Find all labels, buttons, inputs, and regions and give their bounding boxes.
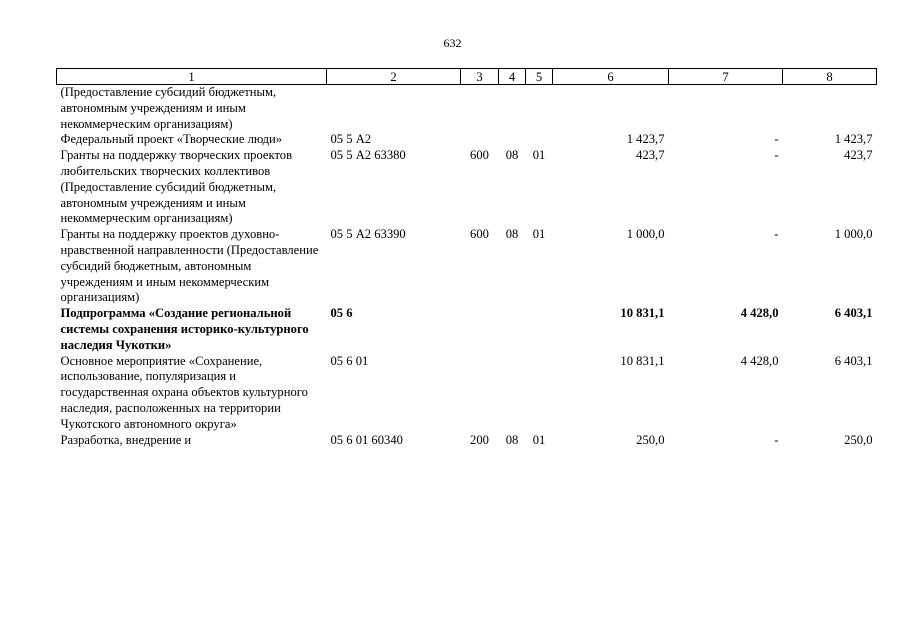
- row-name: Разработка, внедрение и: [60, 432, 192, 447]
- row-code: 05 6 01 60340: [330, 432, 403, 447]
- table-body: [57, 85, 877, 449]
- header-row: [57, 69, 877, 85]
- row-value-7: -: [774, 132, 779, 147]
- row-name: Основное мероприятие «Сохранение, использование, популяризация и государственная охрана объектов культурного наследия, расположенных на территории Чукотского автономного округа»: [60, 353, 308, 431]
- table-row: [57, 433, 877, 449]
- row-value-7: 4 428,0: [740, 353, 779, 368]
- column-header-6: 6: [553, 69, 669, 85]
- row-value-7: -: [774, 227, 779, 242]
- row-vr: [461, 354, 499, 433]
- row-vr: [461, 85, 499, 133]
- row-name: (Предоставление субсидий бюджетным, автономным учреждениям и иным некоммерческим организациям): [60, 85, 277, 131]
- column-header-2: 2: [327, 69, 461, 85]
- row-code: 05 5 А2: [330, 132, 372, 147]
- row-value-6: 1 423,7: [626, 132, 665, 147]
- row-value-8: 6 403,1: [834, 353, 873, 368]
- table-header: [57, 69, 877, 85]
- row-name: Федеральный проект «Творческие люди»: [60, 132, 283, 147]
- row-value-8: 423,7: [844, 148, 873, 163]
- row-vr: [461, 132, 499, 148]
- row-code: 05 6: [330, 306, 353, 321]
- row-value-6: 250,0: [636, 432, 665, 447]
- column-header-5: 5: [526, 69, 553, 85]
- row-rz: [499, 306, 526, 353]
- row-value-6: 10 831,1: [620, 306, 665, 321]
- row-rz: 08: [505, 432, 519, 447]
- row-vr: 200: [470, 432, 489, 447]
- row-pr: 01: [532, 432, 546, 447]
- row-value-8: 1 423,7: [834, 132, 873, 147]
- column-header-7: 7: [669, 69, 783, 85]
- column-header-4: 4: [499, 69, 526, 85]
- row-value-8: 250,0: [844, 432, 873, 447]
- column-header-8: 8: [783, 69, 877, 85]
- row-rz: [499, 354, 526, 433]
- row-rz: 08: [505, 227, 519, 242]
- row-value-6: [553, 85, 669, 133]
- row-value-7: -: [774, 432, 779, 447]
- row-value-7: [669, 85, 783, 133]
- column-header-1: 1: [57, 69, 327, 85]
- row-vr: [461, 306, 499, 353]
- row-value-8: 1 000,0: [834, 227, 873, 242]
- row-pr: [526, 354, 553, 433]
- row-rz: [499, 132, 526, 148]
- row-rz: [499, 85, 526, 133]
- row-code: 05 5 А2 63390: [330, 227, 406, 242]
- row-code: 05 5 А2 63380: [330, 148, 406, 163]
- table-row: [57, 85, 877, 133]
- row-pr: 01: [532, 227, 546, 242]
- row-value-7: 4 428,0: [740, 306, 779, 321]
- row-code: 05 6 01: [330, 353, 369, 368]
- table-row-subprogram: [57, 306, 877, 353]
- table-row: [57, 354, 877, 433]
- table-row: [57, 148, 877, 227]
- row-value-6: 1 000,0: [626, 227, 665, 242]
- row-vr: 600: [470, 227, 489, 242]
- row-value-7: -: [774, 148, 779, 163]
- row-name: Гранты на поддержку творческих проектов любительских творческих коллективов (Предоставление субсидий бюджетным, автономным учреждениям и иным некоммерческим организациям): [60, 148, 293, 226]
- row-name: Гранты на поддержку проектов духовно-нравственной направленности (Предоставление субсидий бюджетным, автономным учреждениям и иным некоммерческим организациям): [60, 227, 319, 305]
- row-value-6: 10 831,1: [620, 353, 665, 368]
- row-pr: [526, 132, 553, 148]
- row-pr: [526, 85, 553, 133]
- row-code: [327, 85, 461, 133]
- row-pr: [526, 306, 553, 353]
- row-vr: 600: [470, 148, 489, 163]
- row-value-8: [783, 85, 877, 133]
- table-row: [57, 227, 877, 306]
- row-rz: 08: [505, 148, 519, 163]
- row-value-6: 423,7: [636, 148, 665, 163]
- column-header-3: 3: [461, 69, 499, 85]
- budget-table: [56, 68, 877, 448]
- row-value-8: 6 403,1: [834, 306, 873, 321]
- row-name: Подпрограмма «Создание региональной системы сохранения историко-культурного наследия Чукотки»: [60, 306, 309, 352]
- page-number: 632: [443, 36, 462, 50]
- table-row: [57, 132, 877, 148]
- row-pr: 01: [532, 148, 546, 163]
